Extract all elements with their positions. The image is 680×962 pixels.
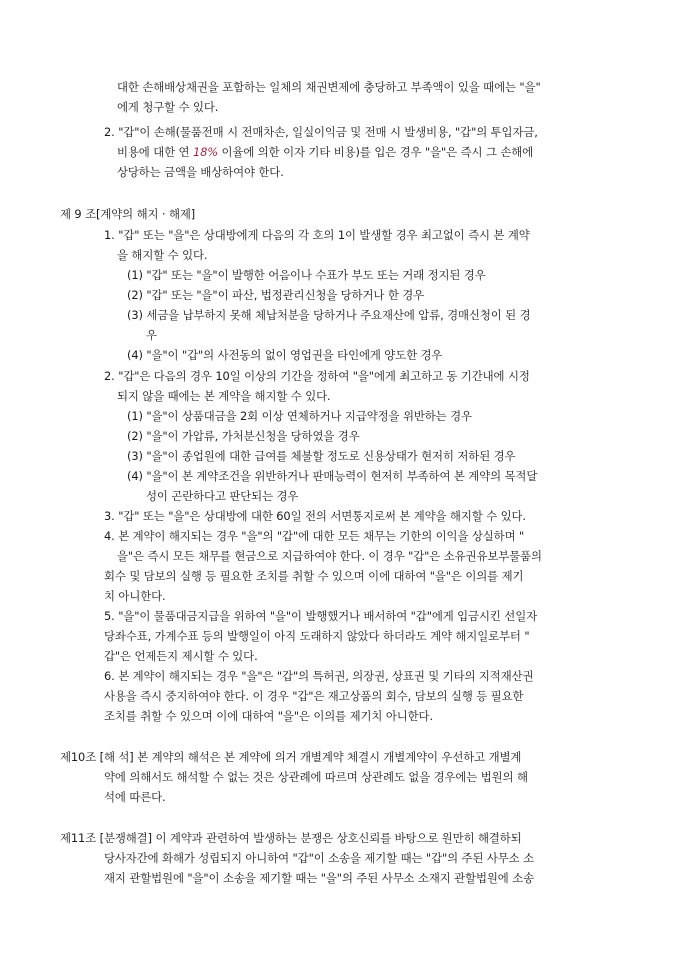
text-line: 당좌수표, 가계수표 등의 발행일이 아직 도래하지 않았다 하더라도 계약 해지일로부터 " (104, 629, 530, 643)
text-line: (4) "을"이 "갑"의 사전동의 없이 영업권을 타인에게 양도한 경우 (127, 348, 443, 362)
line-text: 이율에 의한 이자 기타 비용)를 입은 경우 "을"은 즉시 그 손해에 (218, 145, 534, 159)
text-line: 사용을 즉시 중지하여야 한다. 이 경우 "갑"은 재고상품의 회수, 담보의 실행 등 필요한 (104, 689, 524, 703)
text-line: (4) "을"이 본 계약조건을 위반하거나 판매능력이 현저히 부족하여 본 계약의 목적달 (127, 469, 538, 483)
text-line: 제 9 조[계약의 해지 · 해제] (60, 207, 196, 221)
text-line: 제11조 [분쟁해결] 이 계약과 관련하여 발생하는 분쟁은 상호신뢰를 바탕으로 원만히 해결하되 (60, 831, 522, 845)
text-line: 4. 본 계약이 해지되는 경우 "을"의 "갑"에 대한 모든 채무는 기한의 이익을 상실하며 " (104, 529, 525, 543)
text-line (117, 145, 533, 160)
text-line: (3) 세금을 납부하지 못해 체납처분을 당하거나 주요재산에 압류, 경매신청이 된 경 (127, 308, 531, 322)
text-line: 약에 의해서도 해석할 수 없는 것은 상관례에 따르며 상관례도 없을 경우에는 법원의 해 (104, 770, 528, 784)
text-line: 1. "갑" 또는 "을"은 상대방에게 다음의 각 호의 1이 발생할 경우 최고없이 즉시 본 계약 (104, 228, 530, 242)
text-line: 을 해지할 수 있다. (117, 248, 208, 262)
text-line: (2) "을"이 가압류, 가처분신청을 당하였을 경우 (127, 429, 360, 443)
text-line: 을"은 즉시 모든 채무를 현금으로 지급하여야 한다. 이 경우 "갑"은 소유권유보부물품의 (117, 549, 542, 563)
text-line: 성이 곤란하다고 판단되는 경우 (146, 489, 299, 503)
text-line: 되지 않을 때에는 본 계약을 해지할 수 있다. (117, 389, 331, 403)
text-line: (1) "갑" 또는 "을"이 발행한 어음이나 수표가 부도 또는 거래 정지된 경우 (127, 268, 486, 282)
text-line: 갑"은 언제든지 제시할 수 있다. (104, 649, 258, 663)
text-line: 에게 청구할 수 있다. (117, 100, 219, 114)
text-line: 3. "갑" 또는 "을"은 상대방에 대한 60일 전의 서면통지로써 본 계약을 해지할 수 있다. (104, 509, 526, 523)
text-line: 석에 따른다. (104, 790, 166, 804)
text-line: 당사자간에 화해가 성립되지 아니하여 "갑"이 소송을 제기할 때는 "갑"의 주된 사무소 소 (104, 851, 535, 865)
text-line: (2) "갑" 또는 "을"이 파산, 법정관리신청을 당하거나 한 경우 (127, 288, 425, 302)
text-line: (1) "을"이 상품대금을 2회 이상 연체하거나 지급약정을 위반하는 경우 (127, 409, 472, 423)
line-text: 비용에 대한 연 (117, 145, 193, 159)
interest-rate-highlight: 18% (192, 145, 219, 159)
text-line: 대한 손해배상채권을 포함하는 일체의 채권변제에 충당하고 부족액이 있을 때에는 "을" (117, 80, 541, 94)
text-line: 2. "갑"이 손해(물품전매 시 전매차손, 일실이익금 및 전매 시 발생비용, "갑"의 투입자금, (104, 125, 538, 139)
text-line: 치 아니한다. (104, 589, 166, 603)
text-line: 조치를 취할 수 있으며 이에 대하여 "을"은 이의를 제기치 아니한다. (104, 709, 433, 723)
text-line: 우 (146, 328, 157, 342)
text-line: 회수 및 담보의 실행 등 필요한 조치를 취할 수 있으며 이에 대하여 "을"은 이의를 제기 (104, 569, 524, 583)
text-line: 재지 관할법원에 "을"이 소송을 제기할 때는 "을"의 주된 사무소 소재지 관할법원에 소송 (104, 871, 535, 885)
text-line: 2. "갑"은 다음의 경우 10일 이상의 기간을 정하여 "을"에게 최고하고 동 기간내에 시정 (104, 369, 530, 383)
text-line: 6. 본 계약이 해지되는 경우 "을"은 "갑"의 특허권, 의장권, 상표권 및 기타의 지적재산권 (104, 669, 534, 683)
text-line: (3) "을"이 종업원에 대한 급여를 체불할 정도로 신용상태가 현저히 저하된 경우 (127, 449, 516, 463)
text-line: 상당하는 금액을 배상하여야 한다. (117, 165, 284, 179)
text-line: 제10조 [해 석] 본 계약의 해석은 본 계약에 의거 개별계약 체결시 개별계약이 우선하고 개별계 (60, 750, 522, 764)
text-line: 5. "을"이 물품대금지급을 위하여 "을"이 발행했거나 배서하여 "갑"에게 입금시킨 선일자 (104, 609, 538, 623)
